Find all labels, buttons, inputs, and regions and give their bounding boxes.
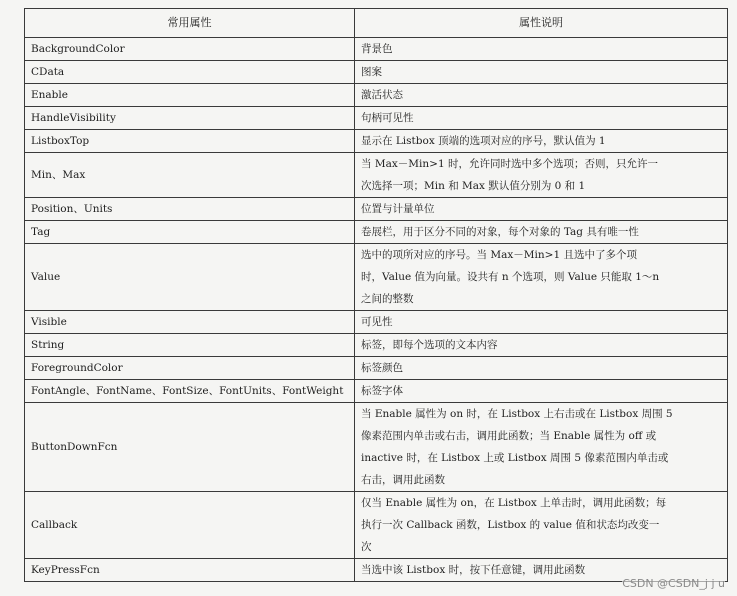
table-row bbox=[25, 357, 728, 380]
property-name: Callback bbox=[25, 492, 355, 559]
table-row bbox=[25, 130, 728, 153]
property-name: FontAngle、FontName、FontSize、FontUnits、FontWeight bbox=[25, 380, 355, 403]
table-row bbox=[25, 380, 728, 403]
description-line: 标签颜色 bbox=[361, 361, 403, 374]
property-description bbox=[355, 153, 728, 198]
description-line: 右击，调用此函数 bbox=[361, 474, 445, 486]
description-line: 当 Enable 属性为 on 时，在 Listbox 上右击或在 Listbox 周围 5 bbox=[361, 408, 673, 420]
description-line: 激活状态 bbox=[361, 88, 403, 101]
description-line: 句柄可见性 bbox=[361, 111, 414, 124]
property-name: Value bbox=[25, 244, 355, 311]
property-name: ForegroundColor bbox=[25, 357, 355, 380]
property-description bbox=[355, 38, 728, 61]
property-description bbox=[355, 198, 728, 221]
property-name: CData bbox=[25, 61, 355, 84]
description-line: 时，Value 值为向量。设共有 n 个选项，则 Value 只能取 1～n bbox=[361, 271, 660, 283]
header-property: 常用属性 bbox=[25, 9, 355, 38]
table-row bbox=[25, 311, 728, 334]
description-line: 像素范围内单击或右击，调用此函数；当 Enable 属性为 off 或 bbox=[361, 430, 657, 442]
property-description bbox=[355, 357, 728, 380]
description-line: 当 Max－Min>1 时，允许同时选中多个选项；否则，只允许一 bbox=[361, 158, 658, 170]
table-row bbox=[25, 492, 728, 559]
description-line: 次选择一项；Min 和 Max 默认值分别为 0 和 1 bbox=[361, 180, 586, 192]
description-line: inactive 时，在 Listbox 上或 Listbox 周围 5 像素范围内单击或 bbox=[361, 452, 669, 464]
property-description bbox=[355, 403, 728, 492]
description-line: 背景色 bbox=[361, 42, 393, 55]
table-row bbox=[25, 38, 728, 61]
property-name: HandleVisibility bbox=[25, 107, 355, 130]
description-line: 显示在 Listbox 顶端的选项对应的序号，默认值为 1 bbox=[361, 134, 606, 147]
table-row bbox=[25, 61, 728, 84]
property-description bbox=[355, 107, 728, 130]
table-row bbox=[25, 198, 728, 221]
table-row bbox=[25, 153, 728, 198]
property-table bbox=[24, 8, 728, 582]
description-line: 当选中该 Listbox 时，按下任意键，调用此函数 bbox=[361, 563, 586, 576]
property-description bbox=[355, 311, 728, 334]
property-description bbox=[355, 492, 728, 559]
table-row bbox=[25, 244, 728, 311]
property-name: String bbox=[25, 334, 355, 357]
property-name: Min、Max bbox=[25, 153, 355, 198]
table-header-row bbox=[25, 9, 728, 38]
description-line: 次 bbox=[361, 541, 372, 553]
property-name: BackgroundColor bbox=[25, 38, 355, 61]
property-name: Tag bbox=[25, 221, 355, 244]
property-name: ListboxTop bbox=[25, 130, 355, 153]
table-row bbox=[25, 334, 728, 357]
property-description bbox=[355, 84, 728, 107]
property-name: Enable bbox=[25, 84, 355, 107]
description-line: 标签字体 bbox=[361, 384, 403, 397]
table-row bbox=[25, 221, 728, 244]
description-line: 位置与计量单位 bbox=[361, 202, 435, 215]
description-line: 可见性 bbox=[361, 315, 393, 328]
property-name: Visible bbox=[25, 311, 355, 334]
watermark: CSDN @CSDN_j j u bbox=[622, 577, 725, 590]
description-line: 执行一次 Callback 函数，Listbox 的 value 值和状态均改变一 bbox=[361, 519, 660, 531]
table-row bbox=[25, 403, 728, 492]
property-description bbox=[355, 130, 728, 153]
property-name: Position、Units bbox=[25, 198, 355, 221]
table-row bbox=[25, 107, 728, 130]
property-description bbox=[355, 244, 728, 311]
property-name: KeyPressFcn bbox=[25, 559, 355, 582]
description-line: 标签，即每个选项的文本内容 bbox=[361, 338, 498, 351]
property-description bbox=[355, 221, 728, 244]
description-line: 选中的项所对应的序号。当 Max－Min>1 且选中了多个项 bbox=[361, 249, 637, 261]
property-name: ButtonDownFcn bbox=[25, 403, 355, 492]
property-description bbox=[355, 380, 728, 403]
description-line: 之间的整数 bbox=[361, 293, 414, 305]
table-row bbox=[25, 84, 728, 107]
property-description bbox=[355, 334, 728, 357]
description-line: 图案 bbox=[361, 65, 382, 78]
description-line: 卷展栏，用于区分不同的对象，每个对象的 Tag 具有唯一性 bbox=[361, 225, 639, 238]
description-line: 仅当 Enable 属性为 on，在 Listbox 上单击时，调用此函数；每 bbox=[361, 497, 667, 509]
property-description bbox=[355, 61, 728, 84]
header-description: 属性说明 bbox=[355, 9, 728, 38]
